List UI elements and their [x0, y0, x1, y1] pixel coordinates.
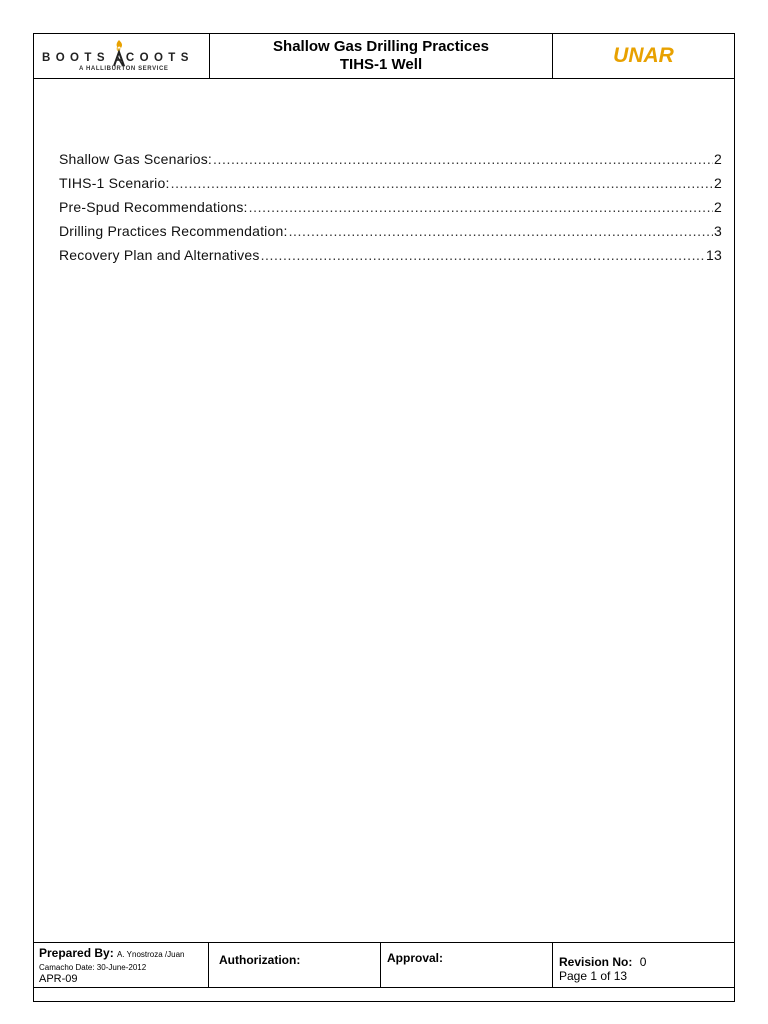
- table-of-contents: [59, 151, 722, 271]
- document-code: APR-09: [39, 973, 78, 985]
- toc-leader-dots: [261, 247, 705, 263]
- toc-leader-dots: [249, 199, 713, 215]
- toc-leader-dots: [289, 223, 713, 239]
- revision-value: 0: [639, 955, 647, 969]
- toc-leader-dots: [213, 151, 713, 167]
- company-logo: [34, 34, 210, 78]
- page-number: Page 1 of 13: [559, 969, 628, 983]
- prepared-by-label: Prepared By:: [39, 946, 114, 960]
- prepared-by-date: Camacho Date: 30-June-2012: [39, 963, 147, 972]
- document-page: [33, 33, 735, 1002]
- toc-entry[interactable]: [59, 223, 722, 247]
- toc-entry-page: 2: [714, 151, 722, 167]
- logo-left-word: BOOTS: [42, 52, 110, 64]
- document-header: [34, 34, 734, 79]
- authorization-cell: [209, 943, 381, 987]
- toc-leader-dots: [171, 175, 713, 191]
- toc-entry-title: Pre-Spud Recommendations:: [59, 199, 248, 215]
- toc-entry-page: 2: [714, 175, 722, 191]
- approval-label: Approval:: [387, 951, 444, 965]
- toc-entry-page: 2: [714, 199, 722, 215]
- toc-entry-page: 13: [706, 247, 722, 263]
- logo-subtitle: A HALLIBURTON SERVICE: [79, 66, 169, 72]
- toc-entry[interactable]: [59, 247, 722, 271]
- authorization-label: Authorization:: [219, 953, 301, 967]
- prepared-by-value: A. Ynostroza /Juan: [117, 950, 185, 959]
- toc-entry[interactable]: [59, 151, 722, 175]
- approval-cell: [381, 943, 553, 987]
- title-line-1: Shallow Gas Drilling Practices: [273, 38, 489, 55]
- toc-entry-title: Recovery Plan and Alternatives: [59, 247, 260, 263]
- logo-right-word: COOTS: [125, 52, 194, 64]
- toc-entry-title: Shallow Gas Scenarios:: [59, 151, 213, 167]
- client-name: UNAR: [613, 44, 674, 67]
- toc-entry[interactable]: [59, 175, 722, 199]
- logo-wordmark: [42, 52, 194, 64]
- document-footer: [34, 942, 734, 988]
- document-title: [210, 34, 553, 78]
- title-line-2: TIHS-1 Well: [339, 56, 423, 73]
- toc-entry-title: Drilling Practices Recommendation:: [59, 223, 288, 239]
- revision-label: Revision No:: [559, 955, 633, 969]
- toc-entry-title: TIHS-1 Scenario:: [59, 175, 170, 191]
- prepared-by-cell: [34, 943, 209, 987]
- toc-entry-page: 3: [714, 223, 722, 239]
- revision-cell: [553, 943, 734, 987]
- toc-entry[interactable]: [59, 199, 722, 223]
